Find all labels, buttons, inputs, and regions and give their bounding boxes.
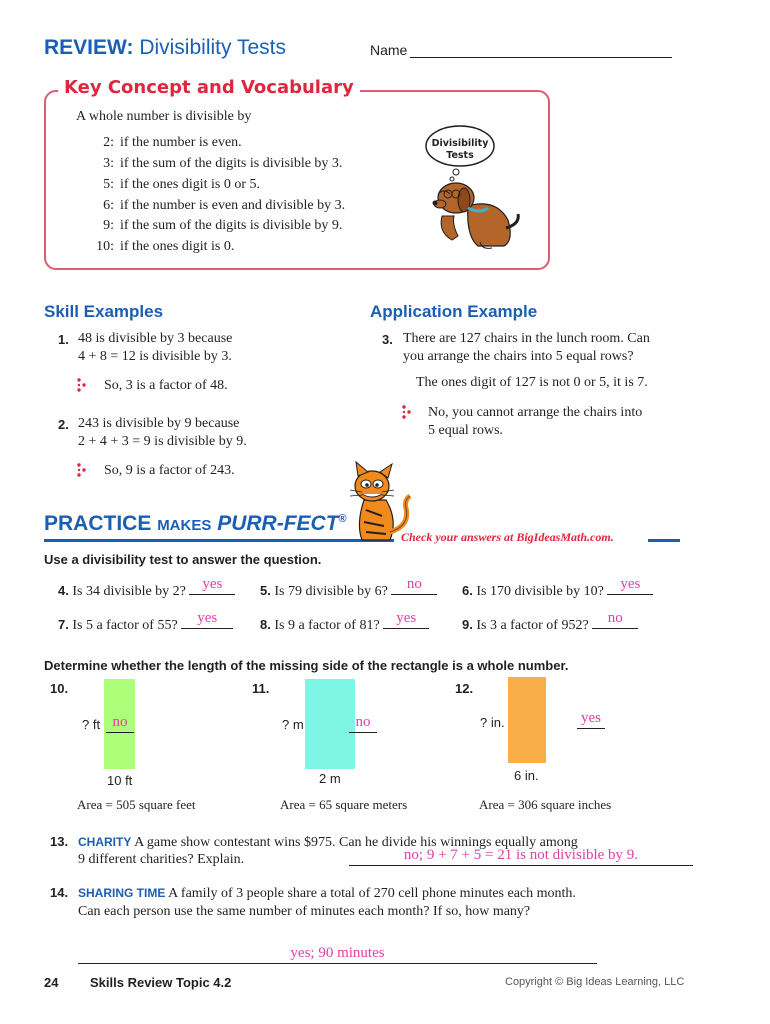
question-text: Is 34 divisible by 2? [72, 584, 186, 599]
example-number: 3. [382, 332, 393, 347]
rule-text: if the sum of the digits is divisible by 3. [120, 156, 343, 171]
example-1-conclusion: So, 3 is a factor of 48. [104, 378, 228, 393]
example-line: There are 127 chairs in the lunch room. Can [403, 331, 650, 346]
rule-num: 3: [103, 156, 114, 171]
question-text: Is 3 a factor of 952? [476, 618, 589, 633]
answer-blank[interactable] [78, 947, 597, 964]
rule-row [92, 135, 242, 151]
example-line: 243 is divisible by 9 because [78, 416, 240, 431]
example-2-conclusion: So, 9 is a factor of 243. [104, 463, 235, 478]
rectangle-figure [508, 677, 546, 763]
application-conclusion [428, 404, 642, 440]
area-label: Area = 306 square inches [479, 797, 612, 812]
rule-num: 10: [96, 239, 114, 254]
answer-text: no [607, 610, 623, 626]
question-number: 12. [455, 681, 474, 696]
banner-word: MAKES [157, 517, 212, 534]
question-item [58, 610, 233, 635]
answer-blank[interactable] [349, 714, 377, 733]
rule-num: 9: [103, 218, 114, 233]
check-answers-link[interactable]: Check your answers at BigIdeasMath.com. [401, 530, 614, 544]
side-label: ? ft [82, 717, 101, 732]
name-label: Name [370, 42, 408, 58]
answer-text: no [112, 714, 128, 730]
cat-illustration [336, 460, 416, 544]
question-line: 9 different charities? Explain. [78, 852, 245, 867]
example-line: 48 is divisible by 3 because [78, 331, 233, 346]
question-14-text [78, 884, 576, 903]
base-label: 10 ft [107, 773, 133, 788]
example-line: you arrange the chairs into 5 equal rows? [403, 349, 634, 364]
answer-blank[interactable] [181, 610, 233, 629]
registered-mark: ® [338, 513, 347, 525]
name-field[interactable] [410, 57, 672, 58]
answer-text: yes [202, 576, 223, 592]
answer-text: no; 9 + 7 + 5 = 21 is not divisible by 9. [403, 847, 639, 863]
banner-rule [648, 539, 680, 542]
example-number: 2. [58, 417, 69, 432]
answer-blank[interactable] [383, 610, 429, 629]
instruction-divisibility: Use a divisibility test to answer the question. [44, 552, 322, 567]
question-text: Is 170 divisible by 10? [476, 584, 604, 599]
question-line: Can each person use the same number of minutes each month? If so, how many? [78, 904, 531, 919]
question-number: 10. [50, 681, 69, 696]
title-text: Divisibility Tests [139, 36, 286, 59]
rule-text: if the ones digit is 0 or 5. [120, 177, 260, 192]
question-number: 11. [252, 681, 270, 696]
answer-blank[interactable] [391, 576, 437, 595]
side-label: ? in. [480, 715, 505, 730]
page-title [44, 36, 286, 60]
practice-banner [44, 512, 347, 536]
area-label: Area = 505 square feet [77, 797, 196, 812]
example-line: 4 + 8 = 12 is divisible by 3. [78, 349, 232, 364]
question-item [462, 610, 638, 635]
banner-word: PRACTICE [44, 512, 152, 535]
skill-examples-heading: Skill Examples [44, 302, 164, 321]
question-tag: CHARITY [78, 835, 132, 849]
dog-illustration [408, 124, 524, 256]
key-concept-intro: A whole number is divisible by [76, 109, 252, 124]
answer-blank[interactable] [189, 576, 235, 595]
footer-topic: Skills Review Topic 4.2 [90, 975, 232, 990]
side-label: ? m [282, 717, 304, 732]
answer-text: no [406, 576, 422, 592]
rule-num: 6: [103, 198, 114, 213]
base-label: 6 in. [514, 768, 539, 783]
application-question [403, 330, 650, 366]
question-item [58, 576, 235, 601]
answer-text: yes [620, 576, 641, 592]
question-line: A family of 3 people share a total of 270 cell phone minutes each month. [168, 886, 576, 901]
example-1-text [78, 330, 232, 366]
rule-text: if the number is even. [120, 135, 242, 150]
answer-blank[interactable] [577, 710, 605, 729]
question-text: Is 79 divisible by 6? [274, 584, 388, 599]
arrow-dots-icon [77, 378, 91, 392]
question-number: 8. [260, 617, 271, 632]
review-label: REVIEW: [44, 36, 134, 59]
answer-blank[interactable] [106, 714, 134, 733]
rule-text: if the ones digit is 0. [120, 239, 235, 254]
example-line: 2 + 4 + 3 = 9 is divisible by 9. [78, 434, 247, 449]
answer-text: yes [396, 610, 417, 626]
question-number: 7. [58, 617, 69, 632]
base-label: 2 m [319, 771, 341, 786]
rule-row [92, 239, 234, 255]
question-number: 9. [462, 617, 473, 632]
answer-blank[interactable] [592, 610, 638, 629]
banner-word: PURR-FECT [217, 512, 339, 535]
question-number: 5. [260, 583, 271, 598]
example-line: No, you cannot arrange the chairs into [428, 405, 643, 420]
application-example-heading: Application Example [370, 302, 538, 321]
example-2-text [78, 415, 247, 451]
question-tag: SHARING TIME [78, 886, 166, 900]
question-text: Is 5 a factor of 55? [72, 618, 178, 633]
example-line: 5 equal rows. [428, 423, 504, 438]
example-number: 1. [58, 332, 69, 347]
area-label: Area = 65 square meters [280, 797, 408, 812]
rule-row [92, 177, 260, 193]
arrow-dots-icon [402, 405, 416, 419]
copyright: Copyright © Big Ideas Learning, LLC [505, 976, 685, 988]
question-item [260, 576, 437, 601]
question-number: 14. [50, 885, 69, 900]
question-item [462, 576, 653, 601]
question-text: Is 9 a factor of 81? [274, 618, 380, 633]
question-line: A game show contestant wins $975. Can he divide his winnings equally among [134, 835, 578, 850]
question-number: 4. [58, 583, 69, 598]
answer-text: yes; 90 minutes [290, 945, 385, 961]
question-number: 13. [50, 834, 69, 849]
arrow-dots-icon [77, 463, 91, 477]
rule-row [92, 198, 345, 214]
answer-text: no [355, 714, 371, 730]
key-concept-title: Key Concept and Vocabulary [58, 77, 360, 98]
answer-blank[interactable] [349, 849, 693, 866]
rectangle-figure [305, 679, 355, 769]
rule-row [92, 218, 342, 234]
rule-num: 5: [103, 177, 114, 192]
thought-bubble-line2: Tests [446, 150, 474, 161]
question-number: 6. [462, 583, 473, 598]
answer-text: yes [197, 610, 218, 626]
answer-text: yes [581, 710, 601, 726]
answer-blank[interactable] [607, 576, 653, 595]
page-number: 24 [44, 975, 59, 990]
rule-text: if the number is even and divisible by 3. [120, 198, 346, 213]
rule-row [92, 156, 342, 172]
question-item [260, 610, 429, 635]
application-reason: The ones digit of 127 is not 0 or 5, it is 7. [416, 375, 648, 390]
rule-text: if the sum of the digits is divisible by 9. [120, 218, 343, 233]
instruction-rectangles: Determine whether the length of the missing side of the rectangle is a whole number. [44, 658, 569, 673]
rule-num: 2: [103, 135, 114, 150]
thought-bubble-line1: Divisibility [431, 138, 489, 149]
